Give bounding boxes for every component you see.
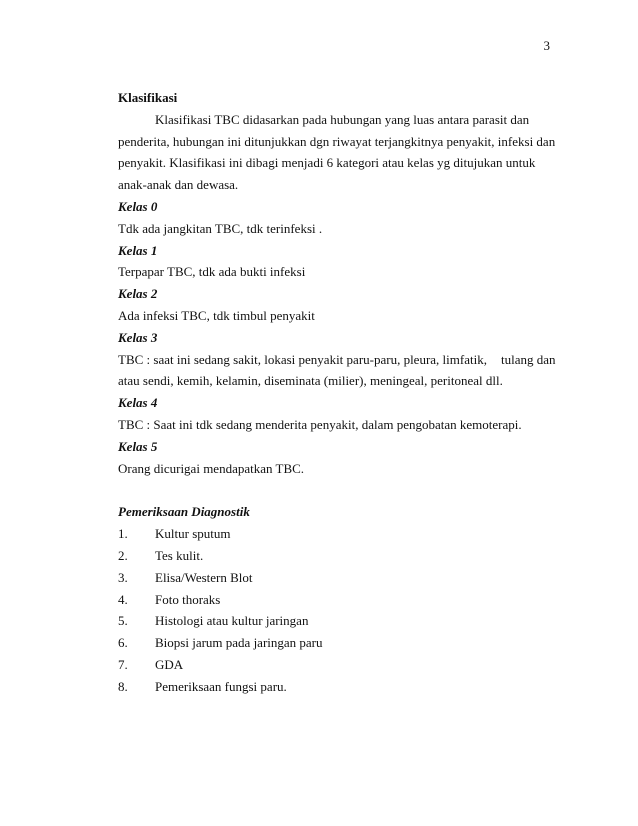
list-item bbox=[118, 610, 558, 632]
paragraph-line: penderita, hubungan ini ditunjukkan dgn riwayat terjangkitnya penyakit, infeksi dan bbox=[118, 133, 556, 149]
kelas-2-text: Ada infeksi TBC, tdk timbul penyakit bbox=[118, 307, 315, 323]
page-content bbox=[118, 87, 558, 698]
kelas-5-label: Kelas 5 bbox=[118, 438, 158, 454]
list-text: Histologi atau kultur jaringan bbox=[155, 613, 309, 629]
kelas-2-label: Kelas 2 bbox=[118, 286, 158, 302]
kelas-3-label: Kelas 3 bbox=[118, 329, 158, 345]
kelas-4-text: TBC : Saat ini tdk sedang menderita penyakit, dalam pengobatan kemoterapi. bbox=[118, 416, 522, 432]
list-text: Foto thoraks bbox=[155, 591, 221, 607]
list-number: 2. bbox=[118, 547, 128, 563]
kelas-3-text-line-1 bbox=[118, 349, 558, 371]
paragraph-line: anak-anak dan dewasa. bbox=[118, 177, 239, 193]
list-number: 3. bbox=[118, 569, 128, 585]
list-number: 8. bbox=[118, 678, 128, 694]
kelas-0-label: Kelas 0 bbox=[118, 198, 158, 214]
list-text: Tes kulit. bbox=[155, 547, 204, 563]
paragraph-line: Klasifikasi TBC didasarkan pada hubungan yang luas antara parasit dan bbox=[155, 111, 530, 127]
list-text: Biopsi jarum pada jaringan paru bbox=[155, 635, 323, 651]
kelas-4-label: Kelas 4 bbox=[118, 395, 158, 411]
list-number: 6. bbox=[118, 635, 128, 651]
kelas-1-label: Kelas 1 bbox=[118, 242, 158, 258]
section-title-pemeriksaan: Pemeriksaan Diagnostik bbox=[118, 504, 250, 520]
list-number: 1. bbox=[118, 526, 128, 542]
kelas-3-text-part: TBC : saat ini sedang sakit, lokasi penyakit paru-paru, pleura, limfatik, bbox=[118, 351, 487, 367]
kelas-0-text: Tdk ada jangkitan TBC, tdk terinfeksi . bbox=[118, 220, 323, 236]
page-number: 3 bbox=[543, 38, 550, 53]
list-number: 7. bbox=[118, 656, 128, 672]
kelas-3-text-tail: tulang dan bbox=[500, 351, 556, 367]
list-item bbox=[118, 545, 558, 567]
list-text: Elisa/Western Blot bbox=[155, 569, 253, 585]
list-text: Pemeriksaan fungsi paru. bbox=[155, 678, 287, 694]
list-item bbox=[118, 676, 558, 698]
list-number: 5. bbox=[118, 613, 128, 629]
list-number: 4. bbox=[118, 591, 128, 607]
list-text: Kultur sputum bbox=[155, 526, 231, 542]
list-item bbox=[118, 654, 558, 676]
list-item bbox=[118, 589, 558, 611]
paragraph-line: penyakit. Klasifikasi ini dibagi menjadi 6 kategori atau kelas yg ditujukan untuk bbox=[118, 155, 536, 171]
kelas-3-text-line-2: atau sendi, kemih, kelamin, diseminata (milier), meningeal, peritoneal dll. bbox=[118, 373, 503, 389]
kelas-5-text: Orang dicurigai mendapatkan TBC. bbox=[118, 460, 305, 476]
list-item bbox=[118, 567, 558, 589]
list-item bbox=[118, 523, 558, 545]
list-text: GDA bbox=[155, 656, 184, 672]
list-item bbox=[118, 632, 558, 654]
kelas-1-text: Terpapar TBC, tdk ada bukti infeksi bbox=[118, 264, 306, 280]
section-title-klasifikasi: Klasifikasi bbox=[118, 90, 178, 105]
